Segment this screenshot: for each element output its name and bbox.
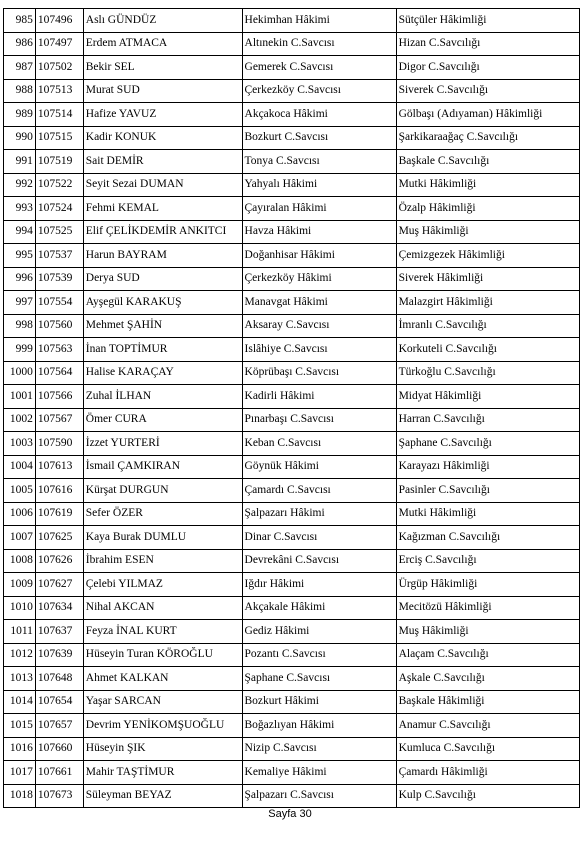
new-position: Ürgüp Hâkimliği (396, 573, 579, 597)
row-number: 1018 (4, 784, 36, 808)
current-position: Akçakoca Hâkimi (242, 103, 396, 127)
registry-number: 107537 (35, 244, 83, 268)
current-position: Altınekin C.Savcısı (242, 32, 396, 56)
row-number: 1010 (4, 596, 36, 620)
row-number: 988 (4, 79, 36, 103)
current-position: Çamardı C.Savcısı (242, 479, 396, 503)
person-name: İsmail ÇAMKIRAN (83, 455, 242, 479)
table-row (4, 408, 580, 432)
table-row (4, 643, 580, 667)
row-number: 1003 (4, 432, 36, 456)
row-number: 985 (4, 9, 36, 33)
new-position: Erciş C.Savcılığı (396, 549, 579, 573)
current-position: Bozkurt Hâkimi (242, 690, 396, 714)
new-position: Karayazı Hâkimliği (396, 455, 579, 479)
table-row (4, 220, 580, 244)
appointment-list (3, 8, 580, 808)
current-position: Şalpazarı Hâkimi (242, 502, 396, 526)
person-name: İbrahim ESEN (83, 549, 242, 573)
row-number: 991 (4, 150, 36, 174)
current-position: Şalpazarı C.Savcısı (242, 784, 396, 808)
current-position: Iğdır Hâkimi (242, 573, 396, 597)
current-position: Pozantı C.Savcısı (242, 643, 396, 667)
registry-number: 107613 (35, 455, 83, 479)
registry-number: 107626 (35, 549, 83, 573)
registry-number: 107619 (35, 502, 83, 526)
row-number: 986 (4, 32, 36, 56)
person-name: Sait DEMİR (83, 150, 242, 174)
table-row (4, 690, 580, 714)
current-position: Çerkezköy C.Savcısı (242, 79, 396, 103)
registry-number: 107634 (35, 596, 83, 620)
new-position: Midyat Hâkimliği (396, 385, 579, 409)
registry-number: 107496 (35, 9, 83, 33)
page-number: Sayfa 30 (268, 808, 312, 820)
new-position: Siverek C.Savcılığı (396, 79, 579, 103)
person-name: Ahmet KALKAN (83, 667, 242, 691)
registry-number: 107560 (35, 314, 83, 338)
table-row (4, 291, 580, 315)
current-position: Köprübaşı C.Savcısı (242, 361, 396, 385)
current-position: Aksaray C.Savcısı (242, 314, 396, 338)
table-body (4, 9, 580, 808)
table-row (4, 385, 580, 409)
new-position: Mutki Hâkimliği (396, 502, 579, 526)
appointment-table (3, 8, 580, 808)
row-number: 1015 (4, 714, 36, 738)
person-name: İnan TOPTİMUR (83, 338, 242, 362)
table-row (4, 338, 580, 362)
registry-number: 107661 (35, 761, 83, 785)
registry-number: 107497 (35, 32, 83, 56)
current-position: Yahyalı Hâkimi (242, 173, 396, 197)
row-number: 1001 (4, 385, 36, 409)
registry-number: 107519 (35, 150, 83, 174)
person-name: Devrim YENİKOMŞUOĞLU (83, 714, 242, 738)
registry-number: 107673 (35, 784, 83, 808)
row-number: 994 (4, 220, 36, 244)
row-number: 992 (4, 173, 36, 197)
new-position: Siverek Hâkimliği (396, 267, 579, 291)
current-position: Pınarbaşı C.Savcısı (242, 408, 396, 432)
registry-number: 107639 (35, 643, 83, 667)
new-position: Aşkale C.Savcılığı (396, 667, 579, 691)
table-row (4, 79, 580, 103)
registry-number: 107525 (35, 220, 83, 244)
row-number: 1011 (4, 620, 36, 644)
registry-number: 107515 (35, 126, 83, 150)
person-name: Derya SUD (83, 267, 242, 291)
person-name: Çelebi YILMAZ (83, 573, 242, 597)
new-position: Gölbaşı (Adıyaman) Hâkimliği (396, 103, 579, 127)
row-number: 1014 (4, 690, 36, 714)
registry-number: 107513 (35, 79, 83, 103)
registry-number: 107522 (35, 173, 83, 197)
person-name: Ömer CURA (83, 408, 242, 432)
row-number: 995 (4, 244, 36, 268)
person-name: Yaşar SARCAN (83, 690, 242, 714)
current-position: Keban C.Savcısı (242, 432, 396, 456)
new-position: Muş Hâkimliği (396, 620, 579, 644)
table-row (4, 667, 580, 691)
table-row (4, 32, 580, 56)
registry-number: 107654 (35, 690, 83, 714)
table-row (4, 56, 580, 80)
row-number: 990 (4, 126, 36, 150)
table-row (4, 573, 580, 597)
row-number: 1006 (4, 502, 36, 526)
new-position: Başkale Hâkimliği (396, 690, 579, 714)
table-row (4, 784, 580, 808)
row-number: 996 (4, 267, 36, 291)
table-row (4, 737, 580, 761)
registry-number: 107657 (35, 714, 83, 738)
registry-number: 107637 (35, 620, 83, 644)
person-name: Feyza İNAL KURT (83, 620, 242, 644)
current-position: Kemaliye Hâkimi (242, 761, 396, 785)
current-position: Nizip C.Savcısı (242, 737, 396, 761)
table-row (4, 502, 580, 526)
table-row (4, 244, 580, 268)
current-position: Şaphane C.Savcısı (242, 667, 396, 691)
new-position: Malazgirt Hâkimliği (396, 291, 579, 315)
registry-number: 107564 (35, 361, 83, 385)
person-name: Hafize YAVUZ (83, 103, 242, 127)
row-number: 1016 (4, 737, 36, 761)
new-position: Kulp C.Savcılığı (396, 784, 579, 808)
new-position: Kağızman C.Savcılığı (396, 526, 579, 550)
person-name: Nihal AKCAN (83, 596, 242, 620)
row-number: 1002 (4, 408, 36, 432)
new-position: Alaçam C.Savcılığı (396, 643, 579, 667)
row-number: 999 (4, 338, 36, 362)
new-position: Özalp Hâkimliği (396, 197, 579, 221)
person-name: Hüseyin Turan KÖROĞLU (83, 643, 242, 667)
table-row (4, 761, 580, 785)
row-number: 1004 (4, 455, 36, 479)
new-position: Pasinler C.Savcılığı (396, 479, 579, 503)
person-name: Hüseyin ŞIK (83, 737, 242, 761)
person-name: Elif ÇELİKDEMİR ANKITCI (83, 220, 242, 244)
new-position: İmranlı C.Savcılığı (396, 314, 579, 338)
table-row (4, 103, 580, 127)
table-row (4, 620, 580, 644)
row-number: 1008 (4, 549, 36, 573)
person-name: Kaya Burak DUMLU (83, 526, 242, 550)
person-name: Sefer ÖZER (83, 502, 242, 526)
new-position: Digor C.Savcılığı (396, 56, 579, 80)
current-position: Bozkurt C.Savcısı (242, 126, 396, 150)
current-position: Devrekâni C.Savcısı (242, 549, 396, 573)
row-number: 1005 (4, 479, 36, 503)
current-position: Gediz Hâkimi (242, 620, 396, 644)
table-row (4, 526, 580, 550)
person-name: Ayşegül KARAKUŞ (83, 291, 242, 315)
table-row (4, 314, 580, 338)
registry-number: 107524 (35, 197, 83, 221)
person-name: Süleyman BEYAZ (83, 784, 242, 808)
registry-number: 107563 (35, 338, 83, 362)
registry-number: 107514 (35, 103, 83, 127)
person-name: Bekir SEL (83, 56, 242, 80)
registry-number: 107502 (35, 56, 83, 80)
new-position: Harran C.Savcılığı (396, 408, 579, 432)
new-position: Kumluca C.Savcılığı (396, 737, 579, 761)
row-number: 1017 (4, 761, 36, 785)
new-position: Başkale C.Savcılığı (396, 150, 579, 174)
row-number: 1007 (4, 526, 36, 550)
current-position: Boğazlıyan Hâkimi (242, 714, 396, 738)
person-name: Fehmi KEMAL (83, 197, 242, 221)
registry-number: 107590 (35, 432, 83, 456)
row-number: 987 (4, 56, 36, 80)
registry-number: 107660 (35, 737, 83, 761)
registry-number: 107616 (35, 479, 83, 503)
registry-number: 107648 (35, 667, 83, 691)
current-position: Çayıralan Hâkimi (242, 197, 396, 221)
current-position: Manavgat Hâkimi (242, 291, 396, 315)
new-position: Çemizgezek Hâkimliği (396, 244, 579, 268)
new-position: Çamardı Hâkimliği (396, 761, 579, 785)
person-name: Aslı GÜNDÜZ (83, 9, 242, 33)
new-position: Korkuteli C.Savcılığı (396, 338, 579, 362)
new-position: Anamur C.Savcılığı (396, 714, 579, 738)
person-name: İzzet YURTERİ (83, 432, 242, 456)
new-position: Türkoğlu C.Savcılığı (396, 361, 579, 385)
table-row (4, 197, 580, 221)
table-row (4, 714, 580, 738)
person-name: Zuhal İLHAN (83, 385, 242, 409)
table-row (4, 150, 580, 174)
current-position: Kadirli Hâkimi (242, 385, 396, 409)
person-name: Seyit Sezai DUMAN (83, 173, 242, 197)
current-position: Akçakale Hâkimi (242, 596, 396, 620)
registry-number: 107554 (35, 291, 83, 315)
row-number: 1013 (4, 667, 36, 691)
person-name: Mahir TAŞTİMUR (83, 761, 242, 785)
table-row (4, 596, 580, 620)
current-position: Islâhiye C.Savcısı (242, 338, 396, 362)
new-position: Muş Hâkimliği (396, 220, 579, 244)
row-number: 1000 (4, 361, 36, 385)
current-position: Göynük Hâkimi (242, 455, 396, 479)
person-name: Kadir KONUK (83, 126, 242, 150)
table-row (4, 432, 580, 456)
table-row (4, 549, 580, 573)
person-name: Harun BAYRAM (83, 244, 242, 268)
table-row (4, 267, 580, 291)
table-row (4, 361, 580, 385)
current-position: Dinar C.Savcısı (242, 526, 396, 550)
row-number: 993 (4, 197, 36, 221)
current-position: Havza Hâkimi (242, 220, 396, 244)
table-row (4, 173, 580, 197)
current-position: Gemerek C.Savcısı (242, 56, 396, 80)
row-number: 1012 (4, 643, 36, 667)
person-name: Halise KARAÇAY (83, 361, 242, 385)
person-name: Murat SUD (83, 79, 242, 103)
table-row (4, 126, 580, 150)
person-name: Mehmet ŞAHİN (83, 314, 242, 338)
registry-number: 107539 (35, 267, 83, 291)
current-position: Tonya C.Savcısı (242, 150, 396, 174)
current-position: Çerkezköy Hâkimi (242, 267, 396, 291)
row-number: 1009 (4, 573, 36, 597)
registry-number: 107627 (35, 573, 83, 597)
row-number: 998 (4, 314, 36, 338)
person-name: Kürşat DURGUN (83, 479, 242, 503)
row-number: 989 (4, 103, 36, 127)
new-position: Sütçüler Hâkimliği (396, 9, 579, 33)
new-position: Hizan C.Savcılığı (396, 32, 579, 56)
new-position: Şaphane C.Savcılığı (396, 432, 579, 456)
registry-number: 107567 (35, 408, 83, 432)
current-position: Hekimhan Hâkimi (242, 9, 396, 33)
new-position: Mecitözü Hâkimliği (396, 596, 579, 620)
table-row (4, 9, 580, 33)
table-row (4, 479, 580, 503)
registry-number: 107566 (35, 385, 83, 409)
table-row (4, 455, 580, 479)
person-name: Erdem ATMACA (83, 32, 242, 56)
current-position: Doğanhisar Hâkimi (242, 244, 396, 268)
registry-number: 107625 (35, 526, 83, 550)
row-number: 997 (4, 291, 36, 315)
new-position: Şarkikaraağaç C.Savcılığı (396, 126, 579, 150)
new-position: Mutki Hâkimliği (396, 173, 579, 197)
